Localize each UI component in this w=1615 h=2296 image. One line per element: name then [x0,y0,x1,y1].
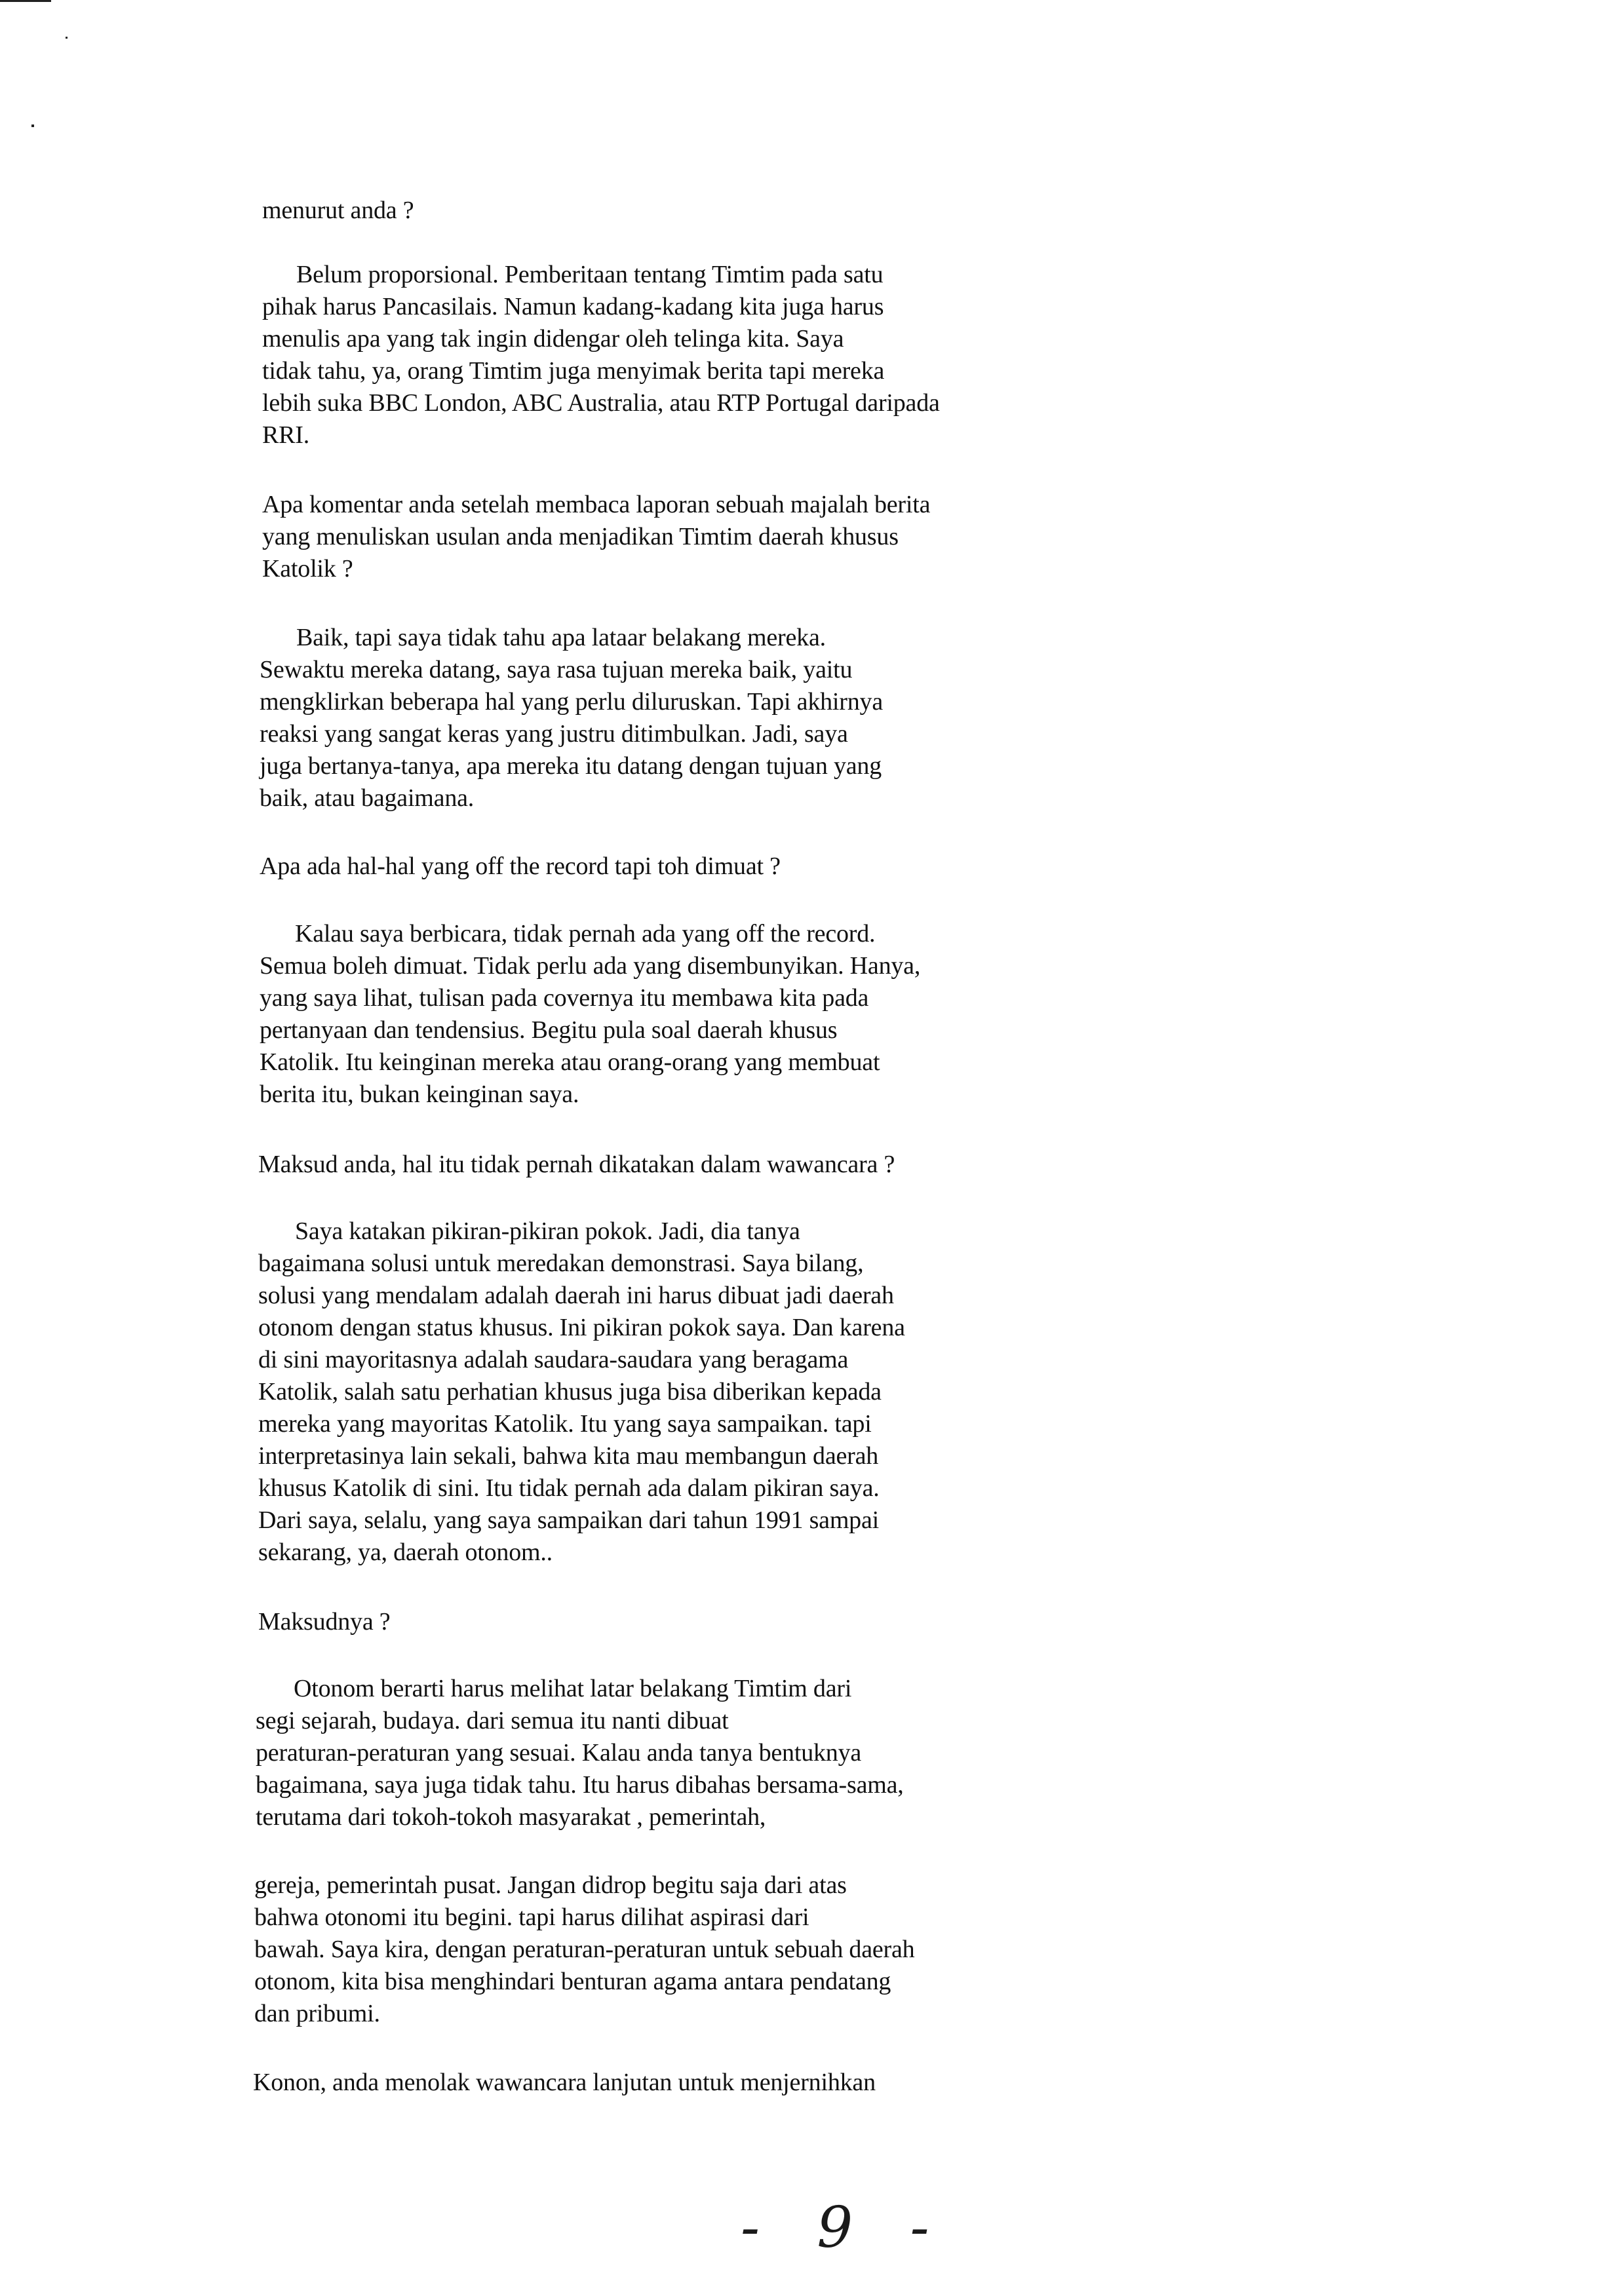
question-line: Konon, anda menolak wawancara lanjutan untuk menjernihkan [253,2069,876,2096]
answer-line: di sini mayoritasnya adalah saudara-saudara yang beragama [258,1346,849,1373]
answer-line: Otonom berarti harus melihat latar belakang Timtim dari [294,1675,852,1702]
answer-line: Katolik, salah satu perhatian khusus juga bisa diberikan kepada [258,1378,882,1406]
answer-line: lebih suka BBC London, ABC Australia, atau RTP Portugal daripada [262,389,940,417]
answer-line: menulis apa yang tak ingin didengar oleh telinga kita. Saya [262,325,844,353]
answer-line: segi sejarah, budaya. dari semua itu nanti dibuat [256,1707,729,1734]
answer-line: Sewaktu mereka datang, saya rasa tujuan mereka baik, yaitu [260,656,853,683]
answer-line: bahwa otonomi itu begini. tapi harus dilihat aspirasi dari [254,1904,809,1931]
answer-line: terutama dari tokoh-tokoh masyarakat , pemerintah, [256,1803,766,1831]
answer-line: Katolik. Itu keinginan mereka atau orang-orang yang membuat [260,1048,880,1076]
answer-line: mereka yang mayoritas Katolik. Itu yang saya sampaikan. tapi [258,1410,872,1438]
answer-line: Kalau saya berbicara, tidak pernah ada yang off the record. [295,920,876,947]
answer-line: Baik, tapi saya tidak tahu apa lataar belakang mereka. [296,624,826,651]
answer-line: sekarang, ya, daerah otonom.. [258,1539,553,1566]
answer-line: otonom, kita bisa menghindari benturan agama antara pendatang [254,1968,891,1995]
answer-line: khusus Katolik di sini. Itu tidak pernah ada dalam pikiran saya. [258,1474,880,1502]
answer-line: Belum proporsional. Pemberitaan tentang Timtim pada satu [296,261,884,288]
question-line: Apa ada hal-hal yang off the record tapi toh dimuat ? [260,852,781,880]
answer-line: gereja, pemerintah pusat. Jangan didrop begitu saja dari atas [254,1871,847,1899]
page-number: - 9 - [741,2195,949,2261]
question-line: Maksud anda, hal itu tidak pernah dikatakan dalam wawancara ? [258,1151,895,1178]
answer-line: peraturan-peraturan yang sesuai. Kalau anda tanya bentuknya [256,1739,862,1767]
question-line: menurut anda ? [262,197,414,224]
answer-line: bagaimana, saya juga tidak tahu. Itu harus dibahas bersama-sama, [256,1771,904,1799]
answer-line: baik, atau bagaimana. [260,784,475,812]
answer-line: bawah. Saya kira, dengan peraturan-peraturan untuk sebuah daerah [254,1936,915,1963]
scan-mark-top [0,0,51,2]
answer-line: otonom dengan status khusus. Ini pikiran pokok saya. Dan karena [258,1314,905,1341]
question-line: Maksudnya ? [258,1608,391,1636]
scan-mark-dot-1 [66,37,68,39]
answer-line: dan pribumi. [254,2000,380,2027]
answer-line: interpretasinya lain sekali, bahwa kita mau membangun daerah [258,1442,879,1470]
answer-line: Semua boleh dimuat. Tidak perlu ada yang disembunyikan. Hanya, [260,952,921,980]
answer-line: pertanyaan dan tendensius. Begitu pula soal daerah khusus [260,1016,838,1044]
answer-line: yang saya lihat, tulisan pada covernya itu membawa kita pada [260,984,869,1012]
answer-line: mengklirkan beberapa hal yang perlu diluruskan. Tapi akhirnya [260,688,884,716]
answer-line: juga bertanya-tanya, apa mereka itu datang dengan tujuan yang [260,752,882,780]
question-line: yang menuliskan usulan anda menjadikan Timtim daerah khusus [262,523,899,550]
answer-line: Dari saya, selalu, yang saya sampaikan dari tahun 1991 sampai [258,1506,880,1534]
question-line: Apa komentar anda setelah membaca laporan sebuah majalah berita [262,491,931,518]
scan-mark-dot-2 [31,124,34,127]
answer-line: berita itu, bukan keinginan saya. [260,1081,579,1108]
answer-line: tidak tahu, ya, orang Timtim juga menyimak berita tapi mereka [262,357,885,385]
answer-line: RRI. [262,421,310,449]
answer-line: Saya katakan pikiran-pikiran pokok. Jadi, dia tanya [295,1217,800,1245]
answer-line: bagaimana solusi untuk meredakan demonstrasi. Saya bilang, [258,1250,864,1277]
answer-line: pihak harus Pancasilais. Namun kadang-kadang kita juga harus [262,293,884,320]
question-line: Katolik ? [262,555,353,583]
answer-line: reaksi yang sangat keras yang justru ditimbulkan. Jadi, saya [260,720,848,748]
answer-line: solusi yang mendalam adalah daerah ini harus dibuat jadi daerah [258,1282,894,1309]
